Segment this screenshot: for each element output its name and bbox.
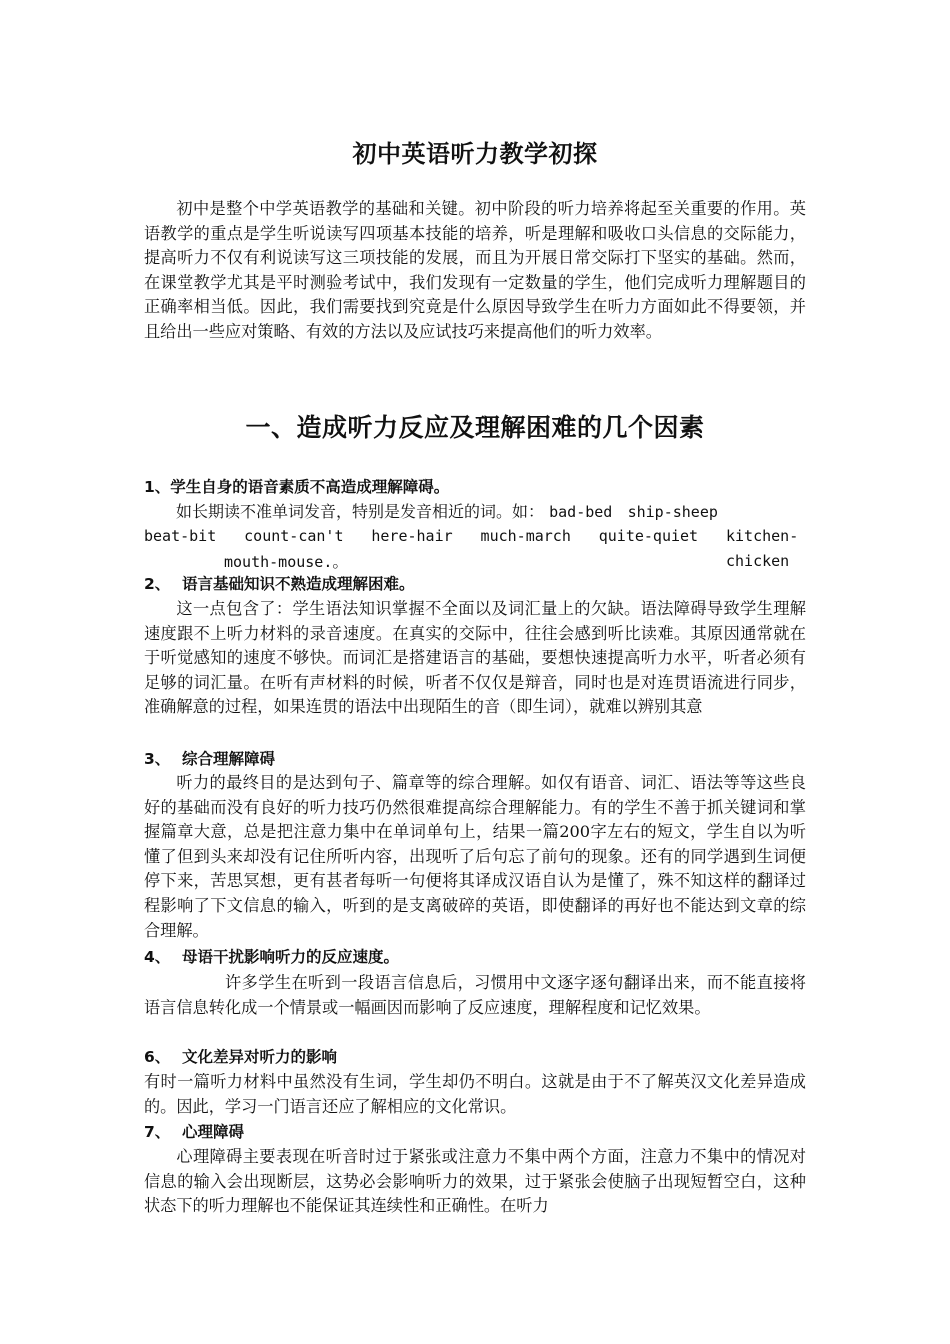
item-3-heading	[144, 748, 806, 770]
item-2-heading	[144, 573, 806, 595]
word-pair: count-can't	[244, 527, 344, 545]
item-number: 1、	[144, 478, 171, 496]
word-pair: here-hair	[371, 527, 453, 545]
word-pair: mouth-mouse.	[224, 553, 333, 571]
word-pair: quite-quiet	[598, 527, 699, 545]
item-3-body: 听力的最终目的是达到句子、篇章等的综合理解。如仅有语音、词汇、语法等等这些良好的基础而没有良好的听力技巧仍然很难提高综合理解能力。有的学生不善于抓关键词和掌握篇章大意，总是把注意力集中在单词单句上，结果一篇200字左右的短文，学生自以为听懂了但到头来却没有记住所听内容，出现听了后句忘了前句的现象。还有的同学遇到生词便停下来，苦思冥想，更有甚者每听一句便将其译成汉语自认为是懂了，殊不知这样的翻译过程影响了下文信息的输入，听到的是支离破碎的英语，即使翻译的再好也不能达到文章的综合理解。	[144, 773, 806, 940]
item-4-body: 许多学生在听到一段语言信息后，习惯用中文逐字逐句翻译出来，而不能直接将语言信息转化成一个情景或一幅画因而影响了反应速度，理解程度和记忆效果。	[144, 973, 806, 1017]
item-7-body: 心理障碍主要表现在听音时过于紧张或注意力不集中两个方面，注意力不集中的情况对信息的输入会出现断层，这势必会影响听力的效果，过于紧张会使脑子出现短暂空白，这种状态下的听力理解也不能保证其连续性和正确性。在听力	[144, 1147, 806, 1216]
item-1-body	[144, 499, 806, 525]
item-1-lead: 如长期读不准单词发音，特别是发音相近的词。如：	[176, 502, 545, 521]
item-heading-text: 综合理解障碍	[182, 750, 276, 768]
item-6-heading	[144, 1046, 806, 1068]
item-heading-text: 语言基础知识不熟造成理解困难。	[182, 575, 415, 593]
word-pair: kitchen-chicken	[725, 527, 799, 570]
item-number: 3、	[144, 750, 171, 768]
document-title: 初中英语听力教学初探	[352, 140, 598, 168]
item-1-wordline-2	[144, 549, 886, 575]
word-pair: beat-bit	[144, 527, 217, 545]
item-7-heading	[144, 1121, 806, 1143]
item-heading-text: 学生自身的语音素质不高造成理解障碍。	[170, 478, 450, 496]
item-1-heading	[144, 476, 806, 498]
word-pair: ship-sheep	[627, 503, 718, 521]
item-4-heading	[144, 946, 806, 968]
item-number: 6、	[144, 1048, 171, 1066]
word-pair: bad-bed	[549, 503, 613, 521]
item-heading-text: 文化差异对听力的影响	[182, 1048, 338, 1066]
item-number: 4、	[144, 948, 171, 966]
item-6-body: 有时一篇听力材料中虽然没有生词，学生却仍不明白。这就是由于不了解英汉文化差异造成的。因此，学习一门语言还应了解相应的文化常识。	[144, 1072, 806, 1116]
item-number: 2、	[144, 575, 171, 593]
item-1-tail: 。	[332, 552, 349, 571]
item-heading-text: 母语干扰影响听力的反应速度。	[182, 948, 400, 966]
word-pair: much-march	[480, 527, 571, 545]
item-number: 7、	[144, 1123, 171, 1141]
section-heading: 一、造成听力反应及理解困难的几个因素	[245, 413, 705, 442]
item-heading-text: 心理障碍	[182, 1123, 245, 1141]
item-2-body: 这一点包含了：学生语法知识掌握不全面以及词汇量上的欠缺。语法障碍导致学生理解速度跟不上听力材料的录音速度。在真实的交际中，往往会感到听比读难。其原因通常就在于听觉感知的速度不够快。而词汇是搭建语言的基础，要想快速提高听力水平，听者必须有足够的词汇量。在听有声材料的时候，听者不仅仅是辩音，同时也是对连贯语流进行同步，准确解意的过程，如果连贯的语法中出现陌生的音（即生词），就难以辨别其意	[144, 599, 806, 717]
intro-paragraph: 初中是整个中学英语教学的基础和关键。初中阶段的听力培养将起至关重要的作用。英语教学的重点是学生听说读写四项基本技能的培养，听是理解和吸收口头信息的交际能力，提高听力不仅有利说读写这三项技能的发展，而且为开展日常交际打下坚实的基础。然而，在课堂教学尤其是平时测验考试中，我们发现有一定数量的学生，他们完成听力理解题目的正确率相当低。因此，我们需要找到究竟是什么原因导致学生在听力方面如此不得要领，并且给出一些应对策略、有效的方法以及应试技巧来提高他们的听力效率。	[144, 199, 806, 341]
